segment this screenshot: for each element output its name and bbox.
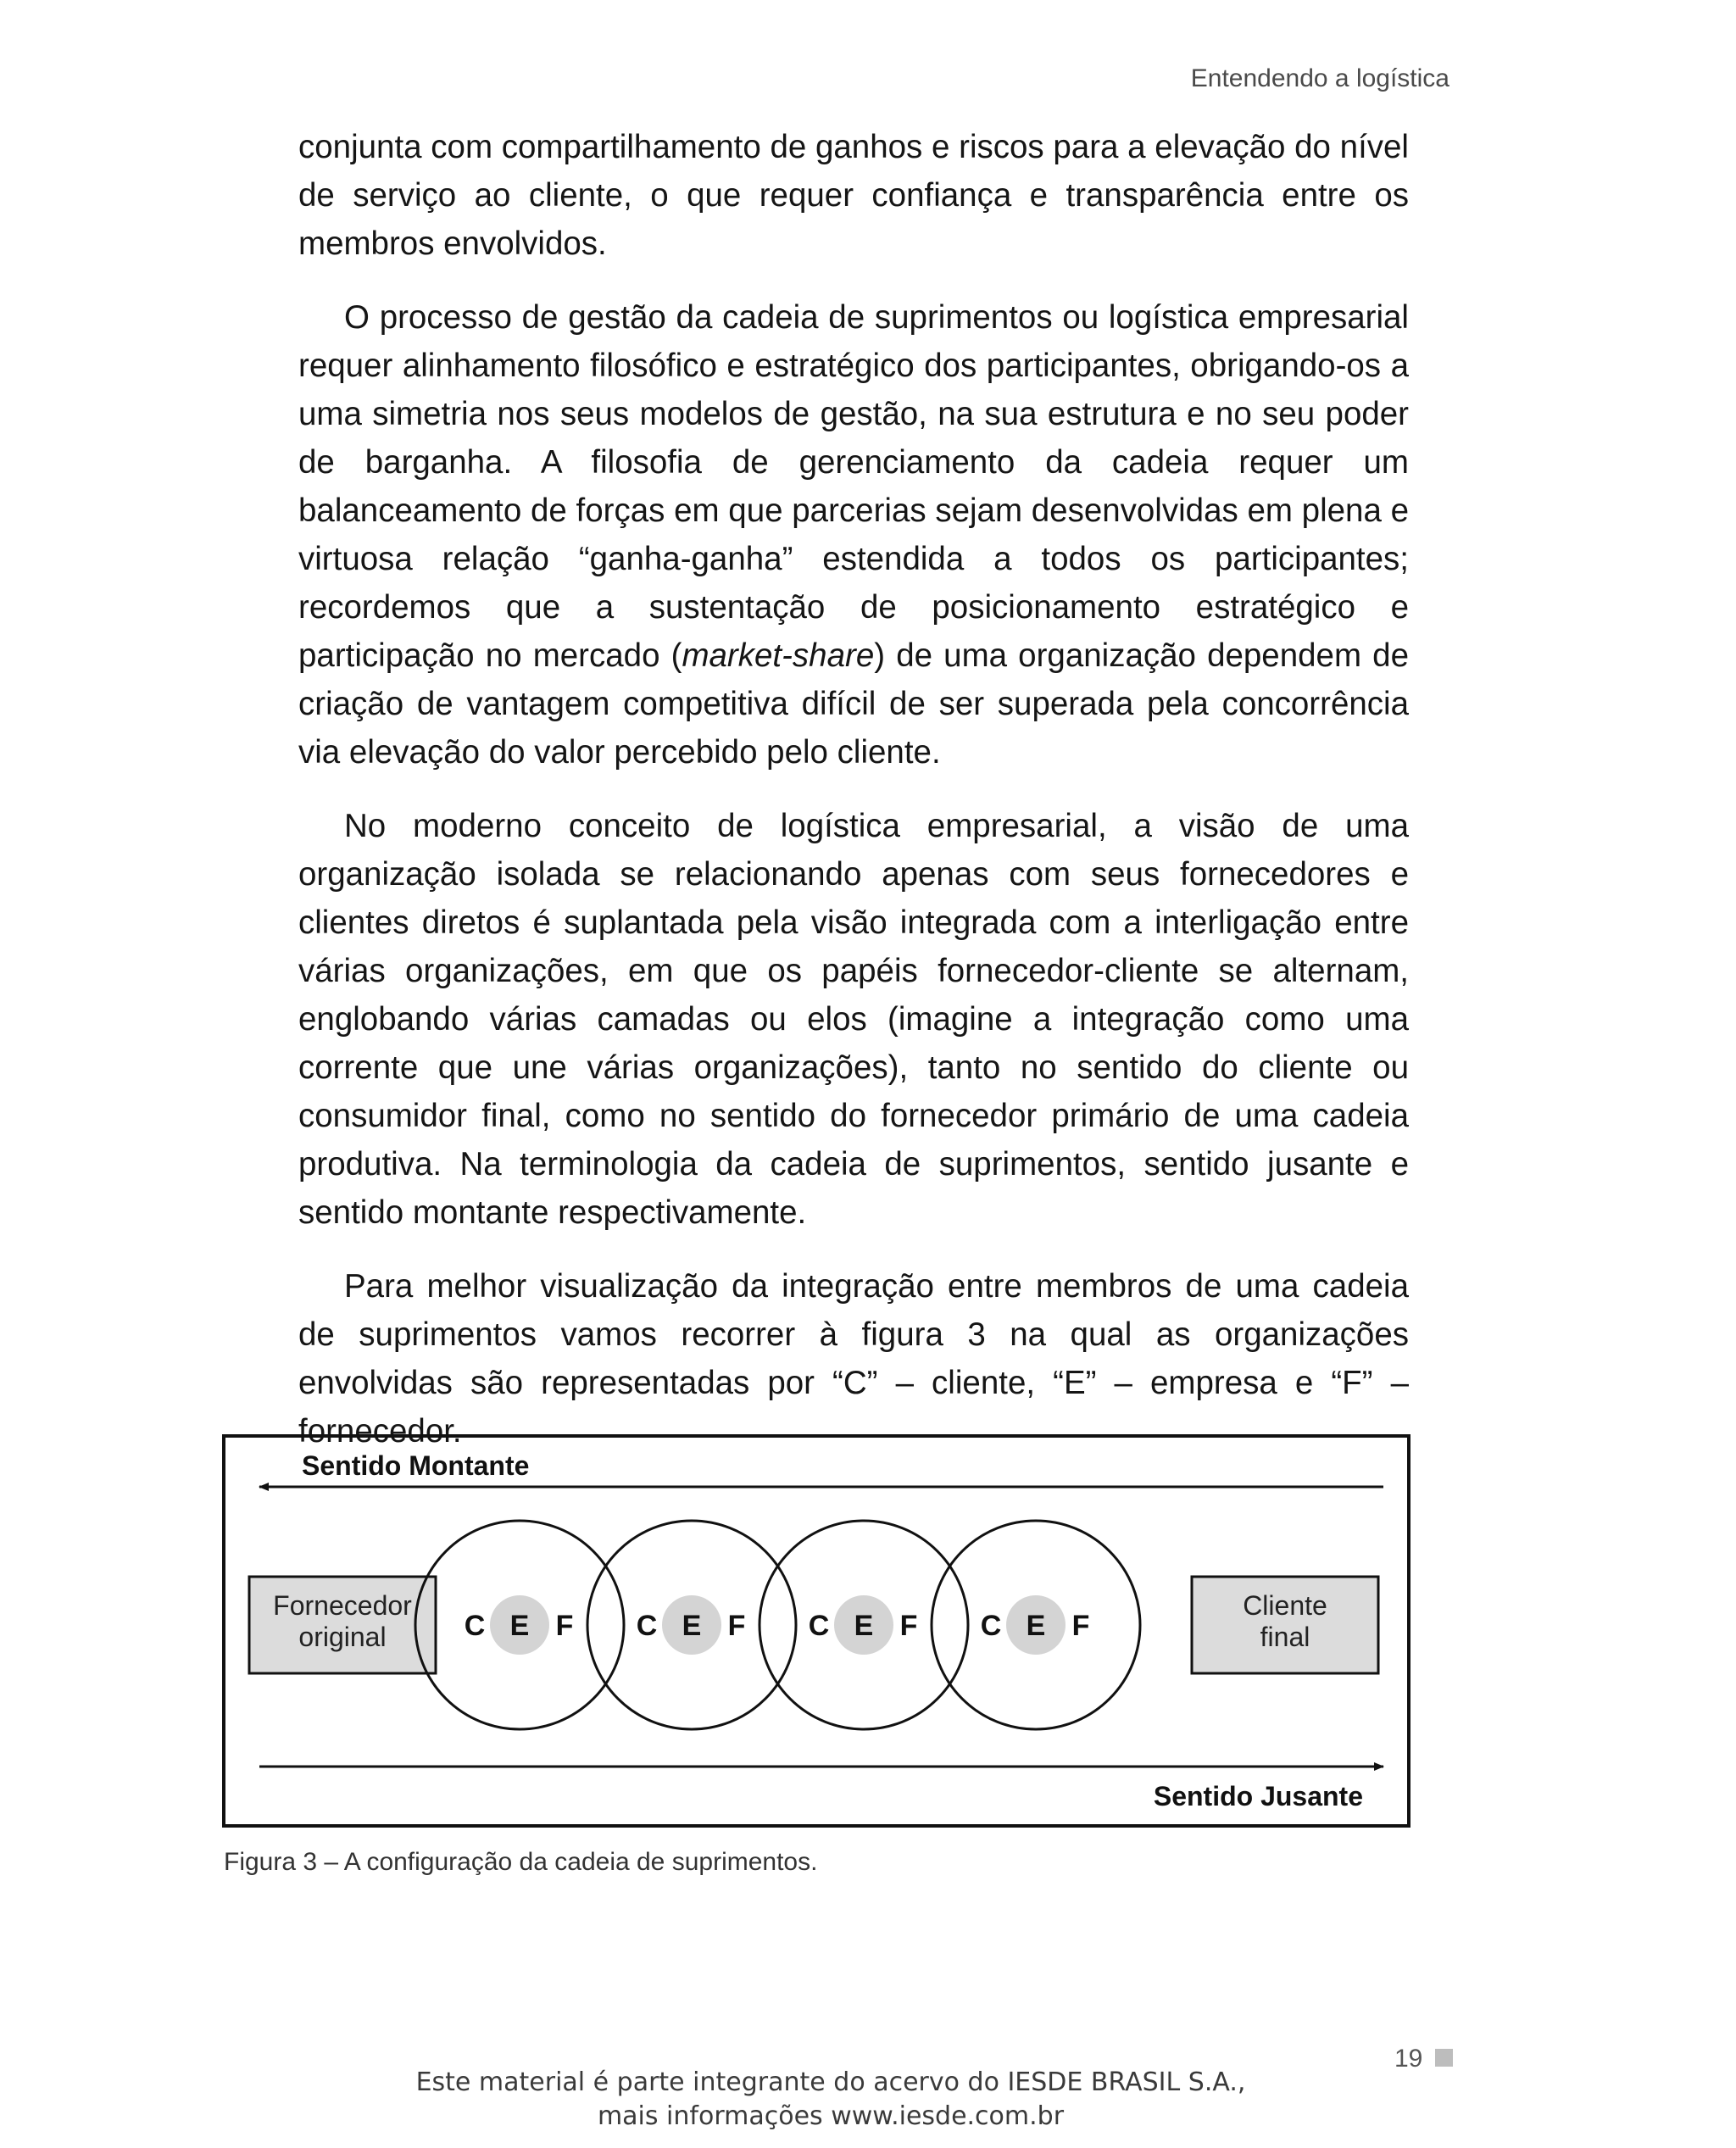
market-share-term: market-share (682, 637, 875, 674)
paragraph-1: conjunta com compartilhamento de ganhos e riscos para a elevação do nível de serviço ao cliente, o que requer confiança e transparência entre os membros envolvidos. (298, 129, 1409, 262)
upstream-label: Sentido Montante (302, 1450, 530, 1481)
figure-caption: Figura 3 – A configuração da cadeia de suprimentos. (224, 1848, 818, 1876)
body-text (298, 123, 1409, 1481)
company-letter: E (682, 1610, 702, 1642)
supplier-letter: F (555, 1610, 574, 1642)
customer-letter: C (464, 1610, 486, 1642)
company-letter: E (854, 1610, 874, 1642)
footer (288, 2066, 1373, 2134)
running-header: Entendendo a logística (1190, 64, 1449, 92)
final-customer-label-line2: final (1260, 1622, 1310, 1652)
supply-chain-diagram (225, 1438, 1407, 1824)
final-customer-label-line1: Cliente (1243, 1590, 1327, 1621)
paragraph-3: No moderno conceito de logística empresarial, a visão de uma organização isolada se relacionando apenas com seus fornecedores e clientes diretos é suplantada pela visão integrada com a interligação entre várias organizações, em que os papéis fornecedor-cliente se alternam, englobando várias camadas ou elos (imagine a integração como uma corrente que une várias organizações), tanto no sentido do cliente ou consumidor final, como no sentido do fornecedor primário de uma cadeia produtiva. Na terminologia da cadeia de suprimentos, sentido jusante e sentido montante respectivamente. (298, 808, 1409, 1231)
page-marker-square (1435, 2049, 1453, 2067)
paragraph-4: Para melhor visualização da integração entre membros de uma cadeia de suprimentos vamos recorrer à figura 3 na qual as organizações envolvidas são representadas por “C” – cliente, “E” – empresa e “F” – fornecedor. (298, 1268, 1409, 1450)
original-supplier-label-line1: Fornecedor (273, 1590, 412, 1621)
customer-letter: C (808, 1610, 830, 1642)
paragraph-2-part-a: O processo de gestão da cadeia de suprimentos ou logística empresarial requer alinhamento filosófico e estratégico dos participantes, obrigando-os a uma simetria nos seus modelos de gestão, na sua estrutura e no seu poder de barganha. A filosofia de gerenciamento da cadeia requer um balanceamento de forças em que parcerias sejam desenvolvidas em plena e virtuosa relação “ganha-ganha” estendida a todos os participantes; recordemos que a sustentação de posicionamento estratégico e participação no mercado ( (298, 299, 1409, 674)
supplier-letter: F (727, 1610, 746, 1642)
paragraph-2 (298, 293, 1409, 776)
supplier-letter: F (1071, 1610, 1090, 1642)
original-supplier-label-line2: original (298, 1622, 387, 1652)
supply-chain-figure (222, 1434, 1410, 1828)
footer-line-1: Este material é parte integrante do acervo do IESDE BRASIL S.A., (415, 2067, 1246, 2097)
chain-nodes (415, 1521, 1140, 1729)
downstream-label: Sentido Jusante (1153, 1781, 1363, 1811)
company-letter: E (509, 1610, 530, 1642)
company-letter: E (1026, 1610, 1046, 1642)
footer-line-2: mais informações www.iesde.com.br (597, 2101, 1065, 2131)
supplier-letter: F (899, 1610, 918, 1642)
customer-letter: C (980, 1610, 1002, 1642)
customer-letter: C (636, 1610, 658, 1642)
page-number: 19 (1394, 2045, 1423, 2073)
paragraph-2-part-b: ) de uma organização dependem de criação de vantagem competitiva difícil de ser superada pela concorrência via elevação do valor percebido pelo cliente. (298, 637, 1409, 771)
